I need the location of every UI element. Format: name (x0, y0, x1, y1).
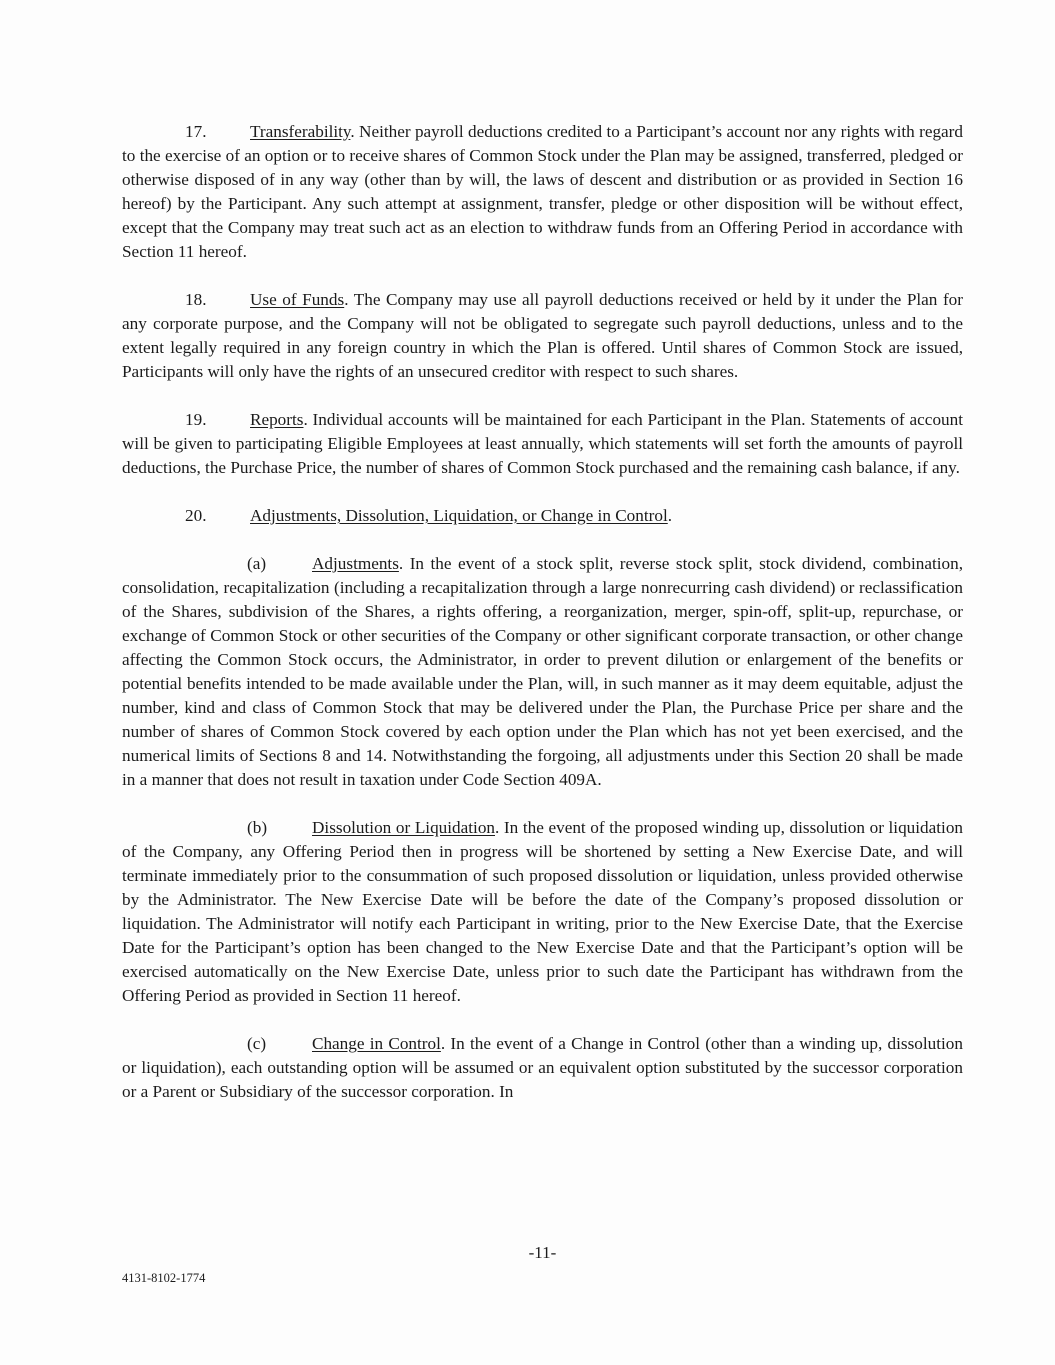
section-17-body: . Neither payroll deductions credited to a Participant’s account nor any rights with regard to the exercise of an option or to receive shares of Common Stock under the Plan may be assigned, transferred, pledged or otherwise disposed of in any way (other than by will, the laws of descent and distribution or as provided in Section 16 hereof) by the Participant. Any such attempt at assignment, transfer, pledge or other disposition will be without effect, except that the Company may treat such act as an election to withdraw funds from an Offering Period in accordance with Section 11 hereof. (122, 122, 963, 261)
section-20b-number: (b) (247, 818, 268, 837)
section-20b-body: . In the event of the proposed winding up, dissolution or liquidation of the Company, any Offering Period then in progress will be shortened by setting a New Exercise Date, and will terminate immediately prior to the consummation of such proposed dissolution or liquidation, unless provided otherwise by the Administrator. The New Exercise Date will be before the date of the Company’s proposed dissolution or liquidation. The Administrator will notify each Participant in writing, prior to the New Exercise Date, that the Exercise Date for the Participant’s option has been changed to the New Exercise Date and that the Participant’s option will be exercised automatically on the New Exercise Date, unless prior to such date the Participant has withdrawn from the Offering Period as provided in Section 11 hereof. (122, 818, 964, 1005)
section-20a-body: . In the event of a stock split, reverse stock split, stock dividend, combination, consolidation, recapitalization (including a recapitalization through a large nonrecurring cash dividend) or reclassification of the Shares, subdivision of the Shares, a rights offering, a reorganization, merger, spin-off, split-up, repurchase, or exchange of Common Stock or other securities of the Company or other significant corporate transaction, or other change affecting the Common Stock occurs, the Administrator, in order to prevent dilution or enlargement of the benefits or potential benefits intended to be made available under the Plan, will, in such manner as it may deem equitable, adjust the number, kind and class of Common Stock that may be delivered under the Plan, the Purchase Price per share and the number of shares of Common Stock covered by each option under the Plan which has not yet been exercised, and the numerical limits of Sections 8 and 14. Notwithstanding the forgoing, all adjustments under this Section 20 shall be made in a manner that does not result in taxation under Code Section 409A. (122, 554, 963, 789)
section-20c-number: (c) (247, 1034, 267, 1053)
section-19-number: 19. (185, 410, 207, 429)
section-19-heading: Reports (250, 410, 304, 429)
section-19-body: . Individual accounts will be maintained for each Participant in the Plan. Statements of account will be given to participating Eligible Employees at least annually, which statements will set forth the amounts of payroll deductions, the Purchase Price, the number of shares of Common Stock purchased and the remaining cash balance, if any. (122, 410, 963, 477)
section-20c-paragraph (122, 1032, 963, 1104)
section-20-heading: Adjustments, Dissolution, Liquidation, or Change in Control (250, 506, 668, 525)
document-body (122, 120, 963, 1128)
section-20c-heading: Change in Control (312, 1034, 441, 1053)
section-20-number: 20. (185, 506, 207, 525)
section-18-body: . The Company may use all payroll deductions received or held by it under the Plan for any corporate purpose, and the Company will not be obligated to segregate such payroll deductions, unless and to the extent legally required in any foreign country in which the Plan is offered. Until shares of Common Stock are issued, Participants will only have the rights of an unsecured creditor with respect to such shares. (122, 290, 963, 381)
section-18-paragraph (122, 288, 963, 384)
section-17-heading: Transferability (250, 122, 351, 141)
section-18-number: 18. (185, 290, 207, 309)
section-20c-body: . In the event of a Change in Control (other than a winding up, dissolution or liquidation), each outstanding option will be assumed or an equivalent option substituted by the successor corporation or a Parent or Subsidiary of the successor corporation. In (122, 1034, 963, 1101)
section-20-paragraph (122, 504, 963, 528)
section-17-number: 17. (185, 122, 207, 141)
section-20a-paragraph (122, 552, 963, 792)
section-20b-heading: Dissolution or Liquidation (312, 818, 496, 837)
section-20a-heading: Adjustments (312, 554, 399, 573)
section-20a-number: (a) (247, 554, 267, 573)
section-20b-paragraph (122, 816, 963, 1008)
section-18-heading: Use of Funds (250, 290, 345, 309)
page-number: -11- (528, 1243, 557, 1262)
section-19-paragraph (122, 408, 963, 480)
document-id: 4131-8102-1774 (122, 1271, 206, 1285)
section-17-paragraph (122, 120, 963, 264)
section-20-body: . (667, 506, 673, 525)
